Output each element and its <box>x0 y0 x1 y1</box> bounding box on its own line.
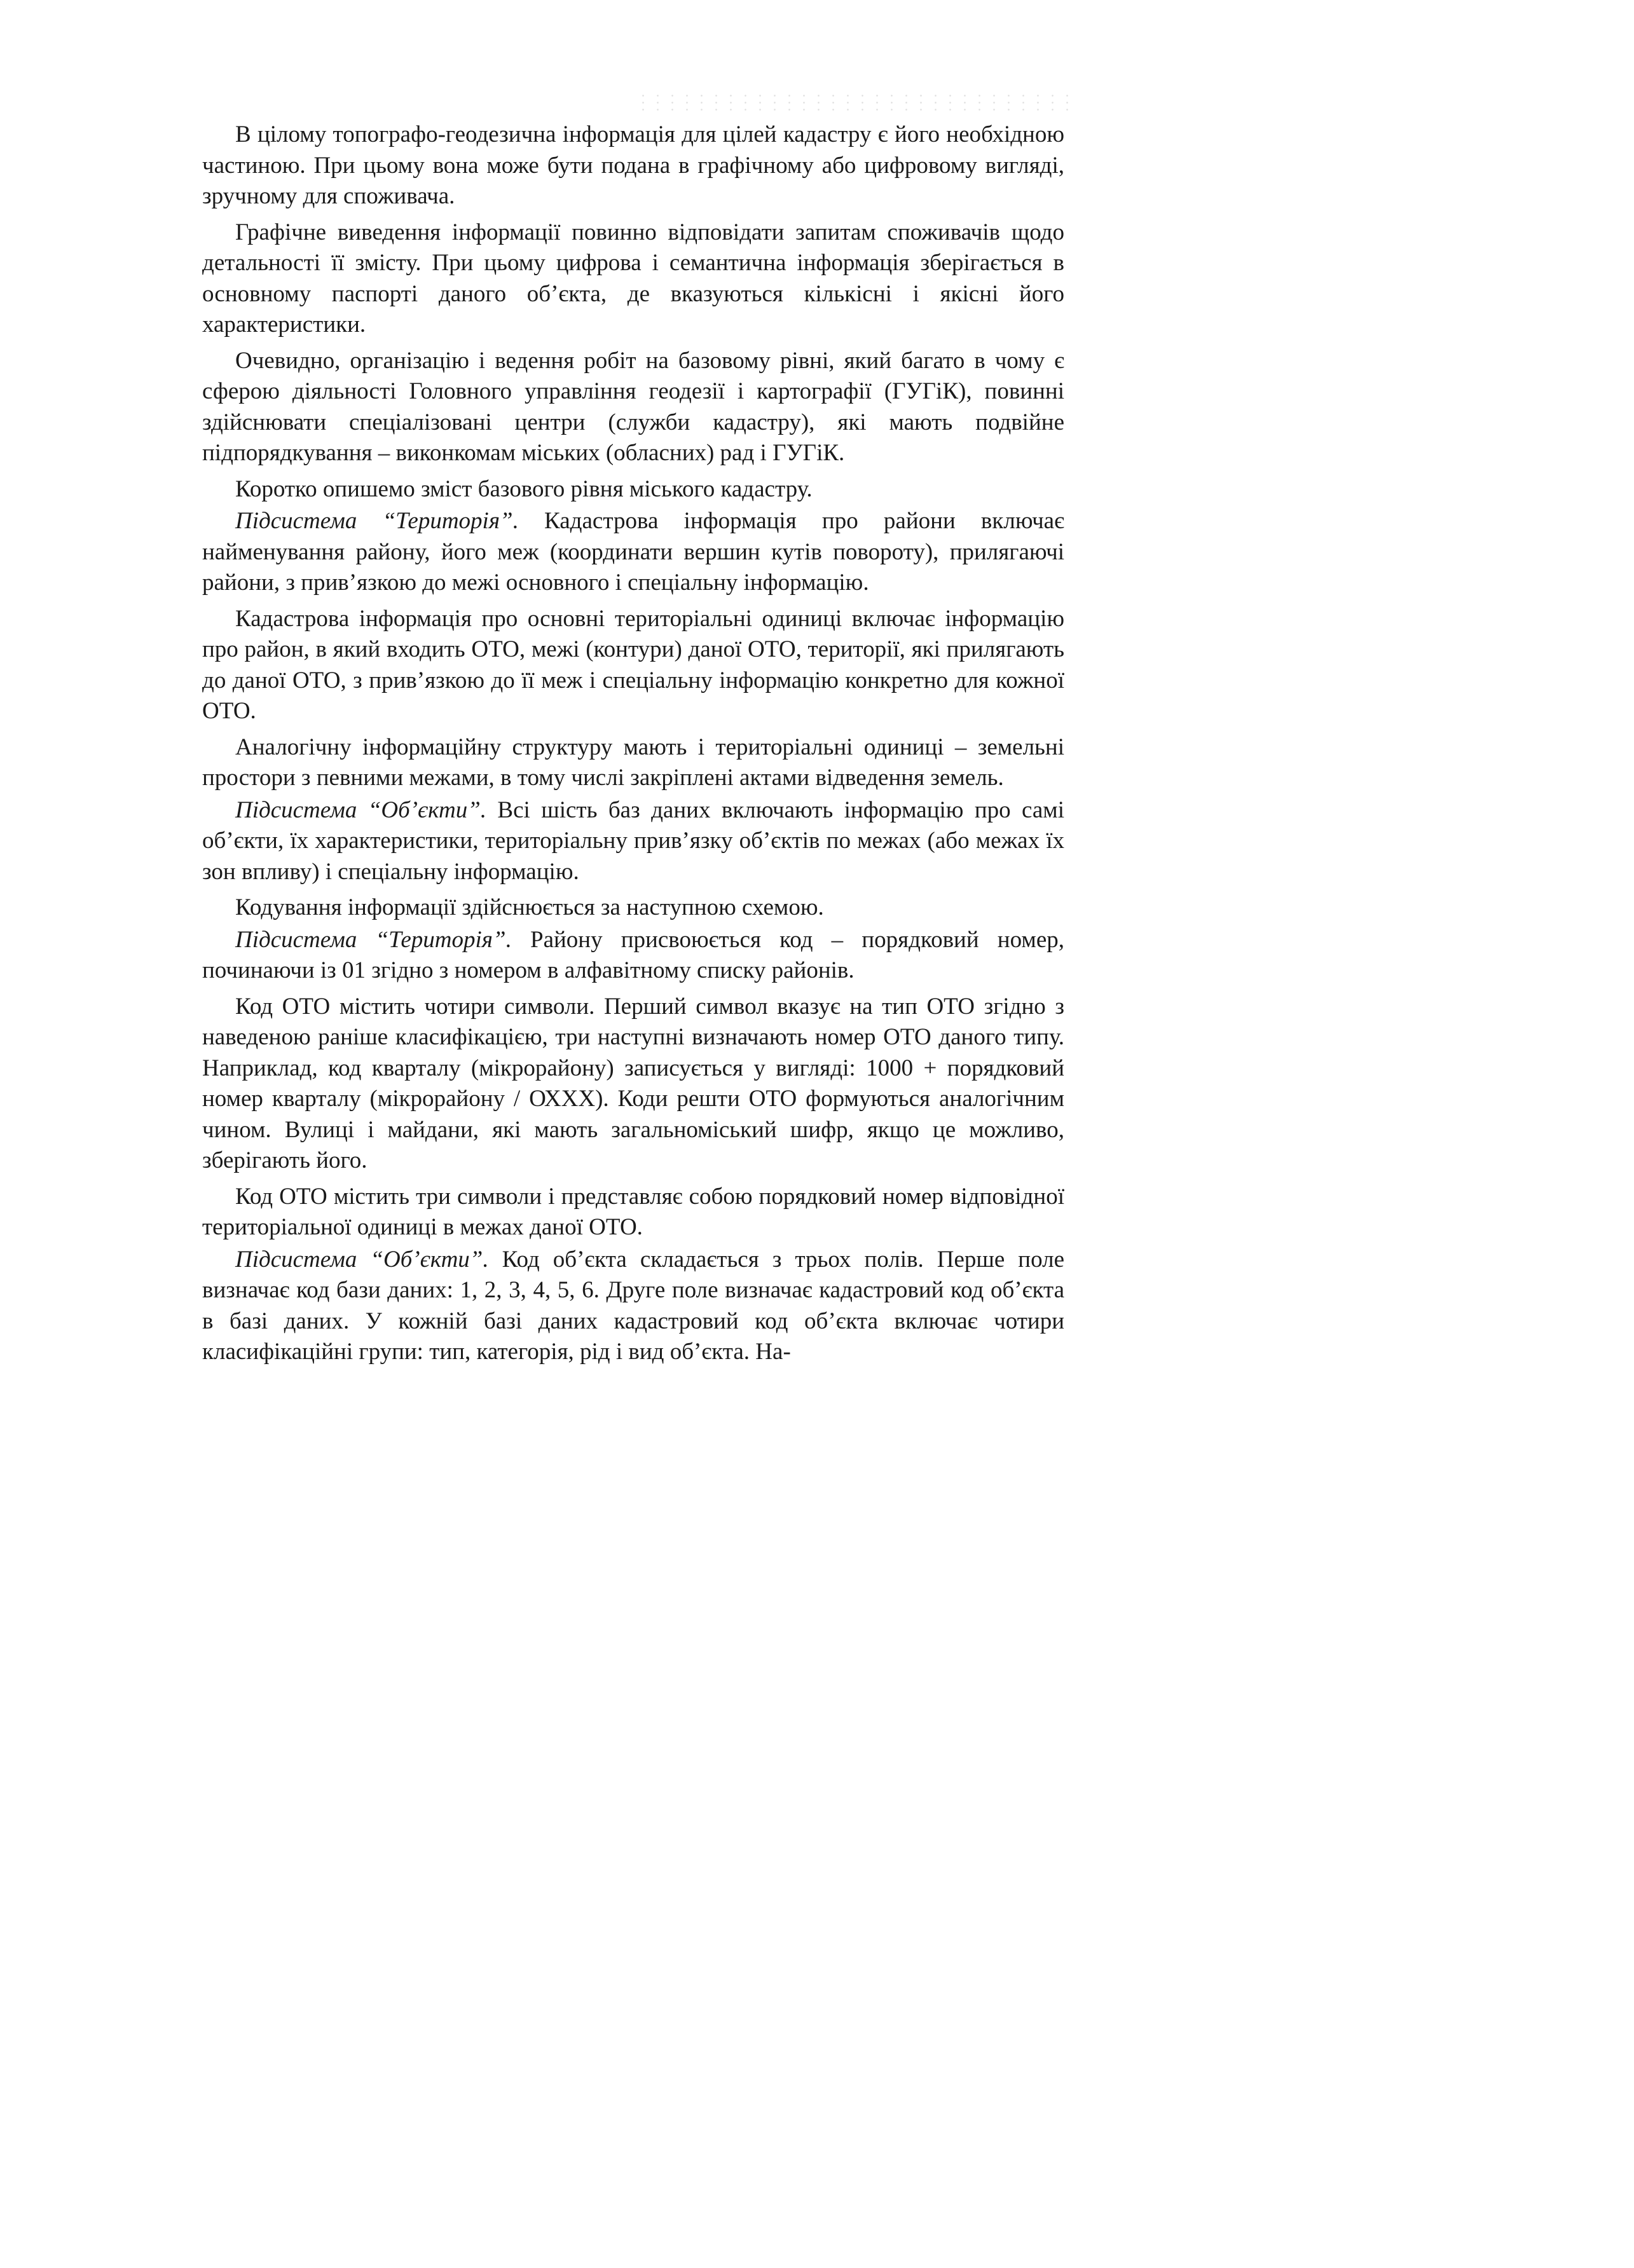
paragraph-text: Кодування інформації здійснюється за наступною схемою. <box>235 894 824 920</box>
paragraph-11 <box>202 992 1064 1177</box>
paragraph-5 <box>202 506 1064 599</box>
paragraph-12 <box>202 1182 1064 1243</box>
subsystem-heading: Підсистема “Об’єкти”. <box>235 1246 489 1273</box>
paragraph-3 <box>202 346 1064 469</box>
subsystem-heading: Підсистема “Територія”. <box>235 508 519 534</box>
paragraph-text: Кадастрова інформація про основні територіальні одиниці включає інформацію про район, в який входить ОТО, межі (контури) даної ОТО, території, які прилягають до даної ОТО, з прив’язкою до її меж і спеціальну інформацію конкретно для кожної ОТО. <box>202 605 1064 724</box>
paragraph-9 <box>202 892 1064 924</box>
paragraph-1 <box>202 120 1064 212</box>
paragraph-text: Всі шість баз даних включають інформацію про самі об’єкти, їх характеристики, територіальну прив’язку об’єктів по межах (або межах їх зон впливу) і спеціальну інформацію. <box>202 796 1065 885</box>
document-body <box>202 120 1064 1373</box>
paragraph-text: В цілому топографо-геодезична інформація для цілей кадастру є його необхідною частиною. При цьому вона може бути подана в графічному або цифровому вигляді, зручному для споживача. <box>202 121 1064 209</box>
paragraph-7 <box>202 732 1064 794</box>
paragraph-6 <box>202 604 1064 727</box>
paragraph-10 <box>202 925 1064 987</box>
paragraph-text: Району присвоюється код – порядковий номер, починаючи із 01 згідно з номером в алфавітному списку районів. <box>202 926 1064 983</box>
paragraph-text: Очевидно, організацію і ведення робіт на базовому рівні, який багато в чому є сферою діяльності Головного управління геодезії і картографії (ГУГіК), повинні здійснювати спеціалізовані центри (служби кадастру), які мають подвійне підпорядкування – виконкомам міських (обласних) рад і ГУГіК. <box>202 347 1064 466</box>
paragraph-text: Код ОТО містить три символи і представляє собою порядковий номер відповідної територіальної одиниці в межах даної ОТО. <box>202 1183 1064 1240</box>
paragraph-text: Кадастрова інформація про райони включає найменування району, його меж (координати вершин кутів повороту), прилягаючі райони, з прив’язкою до межі основного і спеціальну інформацію. <box>202 508 1064 596</box>
subsystem-heading: Підсистема “Територія”. <box>235 926 512 953</box>
paragraph-13 <box>202 1245 1064 1368</box>
paragraph-text: Код ОТО містить чотири символи. Перший символ вказує на тип ОТО згідно з наведеною раніше класифікацією, три наступні визначають номер ОТО даного типу. Наприклад, код кварталу (мікрорайону) записується у вигляді: 1000 + порядковий номер кварталу (мікрорайону / ОХХХ). Коди решти ОТО формуються аналогічним чином. Вулиці і майдани, які мають загальноміський шифр, якщо це можливо, зберігають його. <box>202 993 1064 1173</box>
paragraph-text: Графічне виведення інформації повинно відповідати запитам споживачів щодо детальності її змісту. При цьому цифрова і семантична інформація зберігається в основному паспорті даного об’єкта, де вказуються кількісні і якісні його характеристики. <box>202 219 1064 338</box>
paragraph-4 <box>202 474 1064 505</box>
paragraph-text: Код об’єкта складається з трьох полів. Перше поле визначає код бази даних: 1, 2, 3, 4, 5, 6. Друге поле визначає кадастровий код об’єкта в базі даних. У кожній базі даних кадастровий код об’єкта включає чотири класифікаційні групи: тип, категорія, рід і вид об’єкта. На- <box>202 1246 1064 1365</box>
scan-artifact <box>636 92 1081 111</box>
paragraph-text: Аналогічну інформаційну структуру мають і територіальні одиниці – земельні простори з певними межами, в тому числі закріплені актами відведення земель. <box>202 734 1064 791</box>
paragraph-8 <box>202 795 1064 888</box>
paragraph-text: Коротко опишемо зміст базового рівня міського кадастру. <box>235 475 813 502</box>
paragraph-2 <box>202 217 1064 341</box>
subsystem-heading: Підсистема “Об’єкти”. <box>235 796 487 823</box>
